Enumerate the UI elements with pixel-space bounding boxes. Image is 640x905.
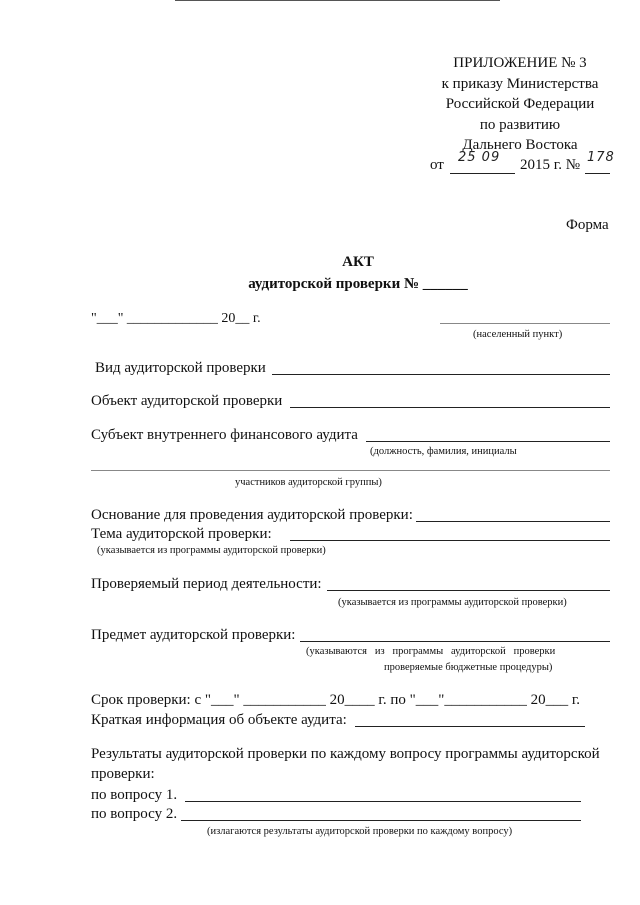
appendix-line: Дальнего Востока (462, 137, 578, 153)
act-date: "___" _____________ 20__ г. (91, 311, 261, 326)
appendix-title: ПРИЛОЖЕНИЕ № 3 (453, 55, 587, 71)
subject-matter-underline (300, 641, 610, 642)
results-label: Результаты аудиторской проверки по каждому вопросу программы аудиторской (91, 746, 600, 762)
period-label: Проверяемый период деятельности: (91, 576, 322, 592)
place-underline (440, 323, 610, 324)
place-caption: (населенный пункт) (473, 329, 563, 340)
subject-matter-caption-2: проверяемые бюджетные процедуры) (384, 662, 553, 673)
audit-term: Срок проверки: с "___" ___________ 20____ г. по "___"___________ 20___ г. (91, 692, 581, 708)
audit-subject-label: Субъект внутреннего финансового аудита (91, 427, 358, 443)
audit-object-label: Объект аудиторской проверки (91, 393, 283, 409)
audit-type-label: Вид аудиторской проверки (95, 360, 266, 376)
results-label-2: проверки: (91, 766, 155, 782)
group-underline (91, 470, 610, 471)
year-number-text: 2015 г. № (520, 157, 581, 173)
number-underline (585, 173, 610, 174)
audit-subject-caption: (должность, фамилия, инициалы (370, 446, 517, 457)
brief-info-label: Краткая информация об объекте аудита: (91, 712, 347, 728)
act-title: АКТ (342, 254, 374, 270)
results-caption: (излагаются результаты аудиторской проверки по каждому вопросу) (207, 826, 513, 837)
topic-label: Тема аудиторской проверки: (91, 526, 272, 542)
audit-subject-underline (366, 441, 610, 442)
period-underline (327, 590, 610, 591)
basis-label: Основание для проведения аудиторской проверки: (91, 507, 413, 523)
topic-caption: (указывается из программы аудиторской проверки) (97, 545, 326, 556)
group-caption: участников аудиторской группы) (235, 477, 382, 488)
basis-underline (416, 521, 610, 522)
date-underline (450, 173, 515, 174)
question-2-underline (181, 820, 581, 821)
audit-object-underline (290, 407, 610, 408)
date-prefix: от (430, 157, 444, 173)
audit-type-underline (272, 374, 610, 375)
appendix-line: к приказу Министерства (441, 76, 599, 92)
brief-info-underline (355, 726, 585, 727)
question-1-underline (185, 801, 581, 802)
question-2-label: по вопросу 2. (91, 806, 178, 822)
question-1-label: по вопросу 1. (91, 787, 178, 803)
act-subtitle: аудиторской проверки № ______ (248, 276, 468, 292)
form-label: Форма (566, 217, 609, 233)
appendix-line: Российской Федерации (445, 96, 595, 112)
handwritten-date: 25 09 (458, 150, 501, 165)
scan-edge-line (175, 0, 500, 1)
topic-underline (290, 540, 610, 541)
subject-matter-label: Предмет аудиторской проверки: (91, 627, 296, 643)
period-caption: (указывается из программы аудиторской проверки) (338, 597, 567, 608)
handwritten-number: 178 (587, 150, 615, 165)
subject-matter-caption: (указываются из программы аудиторской проверки (306, 646, 556, 657)
appendix-line: по развитию (479, 117, 561, 133)
